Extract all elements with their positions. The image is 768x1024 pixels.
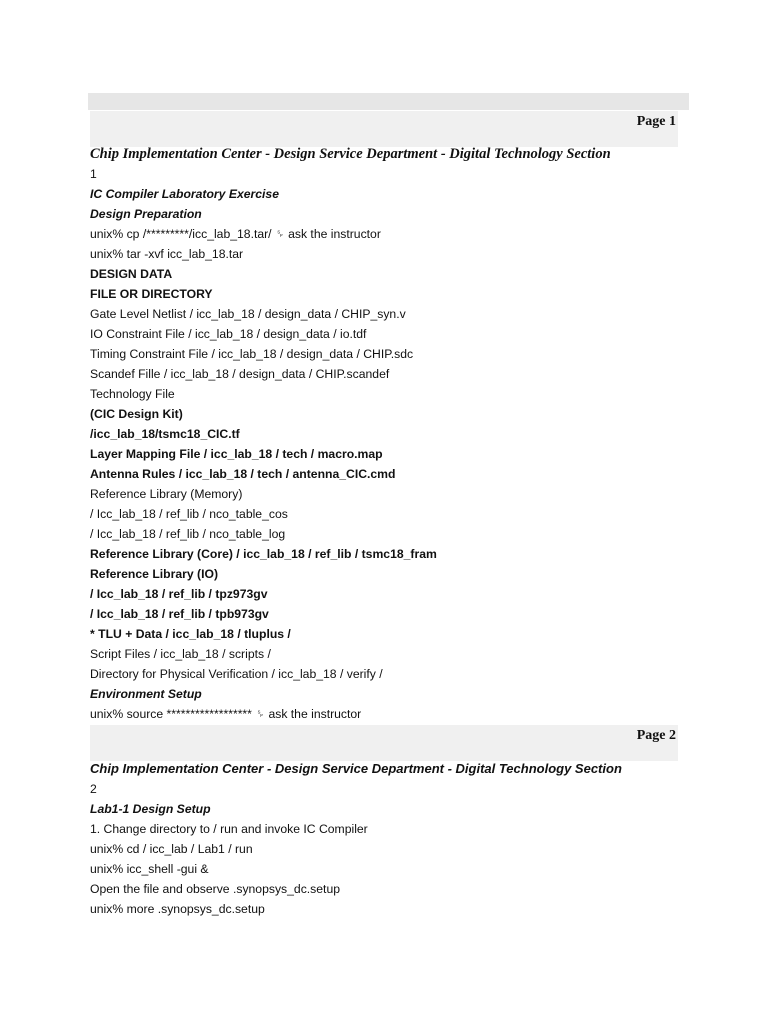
text-line: (CIC Design Kit) [90,407,183,421]
text-line: Reference Library (IO) [90,567,219,581]
text-line: 1. Change directory to / run and invoke IC Compiler [90,822,368,836]
text-line: Antenna Rules / icc_lab_18 / tech / antenna_CIC.cmd [90,467,396,481]
text-line: Reference Library (Core) / icc_lab_18 / ref_lib / tsmc18_fram [90,547,437,561]
text-line: Gate Level Netlist / icc_lab_18 / design_data / CHIP_syn.v [90,307,406,321]
text-line: unix% tar -xvf icc_lab_18.tar [90,247,244,261]
text-line: unix% more .synopsys_dc.setup [90,902,265,916]
text-line: Lab1-1 Design Setup [90,802,211,816]
page-header-1 [90,111,678,147]
text-line: / Icc_lab_18 / ref_lib / nco_table_cos [90,507,288,521]
text-line: * TLU + Data / icc_lab_18 / tluplus / [90,627,291,641]
text-line: Script Files / icc_lab_18 / scripts / [90,647,271,661]
text-line: Scandef Fille / icc_lab_18 / design_data / CHIP.scandef [90,367,390,381]
text-line: 1 [90,167,97,181]
text-line: Design Preparation [90,207,202,221]
text-line: unix% cd / icc_lab / Lab1 / run [90,842,253,856]
text-line: DESIGN DATA [90,267,173,281]
page-1-text-lines [90,164,437,724]
document-top-band [88,93,689,110]
text-line: unix% icc_shell -gui & [90,862,209,876]
text-line: Environment Setup [90,687,202,701]
text-line: /icc_lab_18/tsmc18_CIC.tf [90,427,240,441]
page-header-2 [90,725,678,761]
text-line: Layer Mapping File / icc_lab_18 / tech / macro.map [90,447,383,461]
text-line: / Icc_lab_18 / ref_lib / nco_table_log [90,527,286,541]
text-line: FILE OR DIRECTORY [90,287,213,301]
text-line: IC Compiler Laboratory Exercise [90,187,279,201]
text-line: unix% source ****************** ␠ ask the instructor [90,707,362,721]
text-line: Timing Constraint File / icc_lab_18 / design_data / CHIP.sdc [90,347,414,361]
text-line: Open the file and observe .synopsys_dc.setup [90,882,340,896]
text-line: / Icc_lab_18 / ref_lib / tpz973gv [90,587,268,601]
text-line: Reference Library (Memory) [90,487,243,501]
section-title: Chip Implementation Center - Design Service Department - Digital Technology Section [90,146,611,162]
text-line: unix% cp /*********/icc_lab_18.tar/ ␠ ask the instructor [90,227,381,241]
text-line: 2 [90,782,97,796]
text-line: / Icc_lab_18 / ref_lib / tpb973gv [90,607,269,621]
section-title: Chip Implementation Center - Design Service Department - Digital Technology Section [90,761,622,776]
text-line: Directory for Physical Verification / icc_lab_18 / verify / [90,667,383,681]
text-line: IO Constraint File / icc_lab_18 / design_data / io.tdf [90,327,367,341]
page-label: Page 2 [636,728,676,743]
page-2-text-lines [90,779,368,919]
page-label: Page 1 [636,114,676,129]
text-line: Technology File [90,387,175,401]
